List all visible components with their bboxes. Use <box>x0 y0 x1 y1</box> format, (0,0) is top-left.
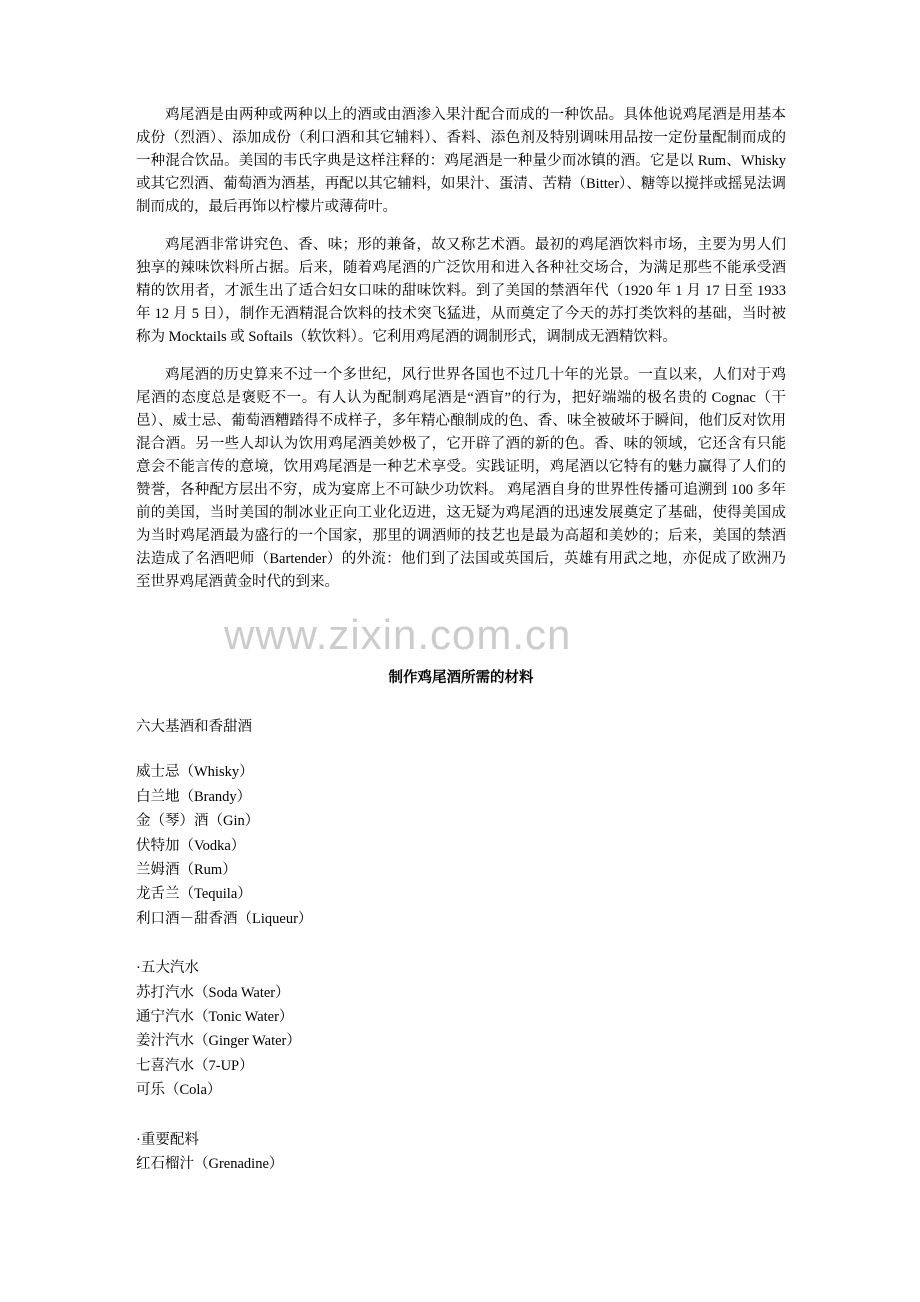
document-content <box>136 104 786 1177</box>
watermark-text: www.zixin.com.cn <box>224 611 572 658</box>
list-item-rum: 兰姆酒（Rum） <box>136 862 237 879</box>
section-title-important-ingredients: ·重要配料 <box>136 1131 199 1148</box>
paragraph-cocktail-art: 鸡尾酒非常讲究色、香、味；形的兼备，故又称艺术酒。最初的鸡尾酒饮料市场，主要为男人们独享的辣味饮料所占据。后来，随着鸡尾酒的广泛饮用和进入各种社交场合，为满足那些不能承受酒精的饮用者，才派生出了适合妇女口味的甜味饮料。到了美国的禁酒年代（1920 年 1 月 17 日至 1933 年 12 月 5 日），制作无酒精混合饮料的技术突飞猛进，从而奠定了今天的苏打类饮料的基础，当时被称为 Mocktails 或 Softails（软饮料）。它利用鸡尾酒的调制形式，调制成无酒精饮料。 <box>136 237 786 345</box>
list-item-tequila: 龙舌兰（Tequila） <box>136 886 252 903</box>
paragraph-cocktail-history: 鸡尾酒的历史算来不过一个多世纪，风行世界各国也不过几十年的光景。一直以来，人们对于鸡尾酒的态度总是褒贬不一。有人认为配制鸡尾酒是“酒盲”的行为，把好端端的极名贵的 Cognac（干邑）、威士忌、葡萄酒糟踏得不成样子，多年精心酿制成的色、香、味全被破坏于瞬间，他们反对饮用混合酒。另一些人却认为饮用鸡尾酒美妙极了，它开辟了酒的新的色。香、味的领域，它还含有只能意会不能言传的意境，饮用鸡尾酒是一种艺术享受。实践证明，鸡尾酒以它特有的魅力赢得了人们的赞誉，各种配方层出不穷，成为宴席上不可缺少功饮料。 鸡尾酒自身的世界性传播可追溯到 100 多年前的美国，当时美国的制冰业正向工业化迈进，这无疑为鸡尾酒的迅速发展奠定了基础，使得美国成为当时鸡尾酒最为盛行的一个国家，那里的调酒师的技艺也是最为高超和美妙的；后来，美国的禁酒法造成了名酒吧师（Bartender）的外流：他们到了法国或英国后，英雄有用武之地，亦促成了欧洲乃至世界鸡尾酒黄金时代的到来。 <box>136 367 786 590</box>
section-title-base-liquors: 六大基酒和香甜酒 <box>136 719 252 735</box>
list-item-whisky: 威士忌（Whisky） <box>136 764 254 781</box>
list-item-liqueur: 利口酒－甜香酒（Liqueur） <box>136 910 313 927</box>
paragraph-cocktail-definition: 鸡尾酒是由两种或两种以上的酒或由酒渗入果汁配合而成的一种饮品。具体他说鸡尾酒是用基本成份（烈酒）、添加成份（利口酒和其它辅料）、香料、添色剂及特别调味用品按一定份量配制而成的一种混合饮品。美国的韦氏字典是这样注释的：鸡尾酒是一种量少而冰镇的酒。它是以 Rum、Whisky 或其它烈酒、葡萄酒为酒基，再配以其它辅料，如果汁、蛋清、苦精（Bitter）、糖等以搅拌或摇晃法调制而成的，最后再饰以柠檬片或薄荷叶。 <box>136 107 786 215</box>
list-item-seven-up: 七喜汽水（7-UP） <box>136 1057 254 1074</box>
section-sodas <box>136 956 786 1102</box>
list-item-soda-water: 苏打汽水（Soda Water） <box>136 984 290 1001</box>
list-item-cola: 可乐（Cola） <box>136 1082 222 1099</box>
list-item-brandy: 白兰地（Brandy） <box>136 788 252 805</box>
list-item-ginger-water: 姜汁汽水（Ginger Water） <box>136 1033 301 1050</box>
section-important-ingredients <box>136 1128 786 1177</box>
list-item-gin: 金（琴）酒（Gin） <box>136 813 260 830</box>
list-item-tonic-water: 通宁汽水（Tonic Water） <box>136 1009 294 1026</box>
section-base-liquors <box>136 715 786 931</box>
list-item-grenadine: 红石榴汁（Grenadine） <box>136 1156 284 1173</box>
section-title-sodas: ·五大汽水 <box>136 960 199 977</box>
list-item-vodka: 伏特加（Vodka） <box>136 837 246 854</box>
section-heading-materials: 制作鸡尾酒所需的材料 <box>388 670 534 686</box>
